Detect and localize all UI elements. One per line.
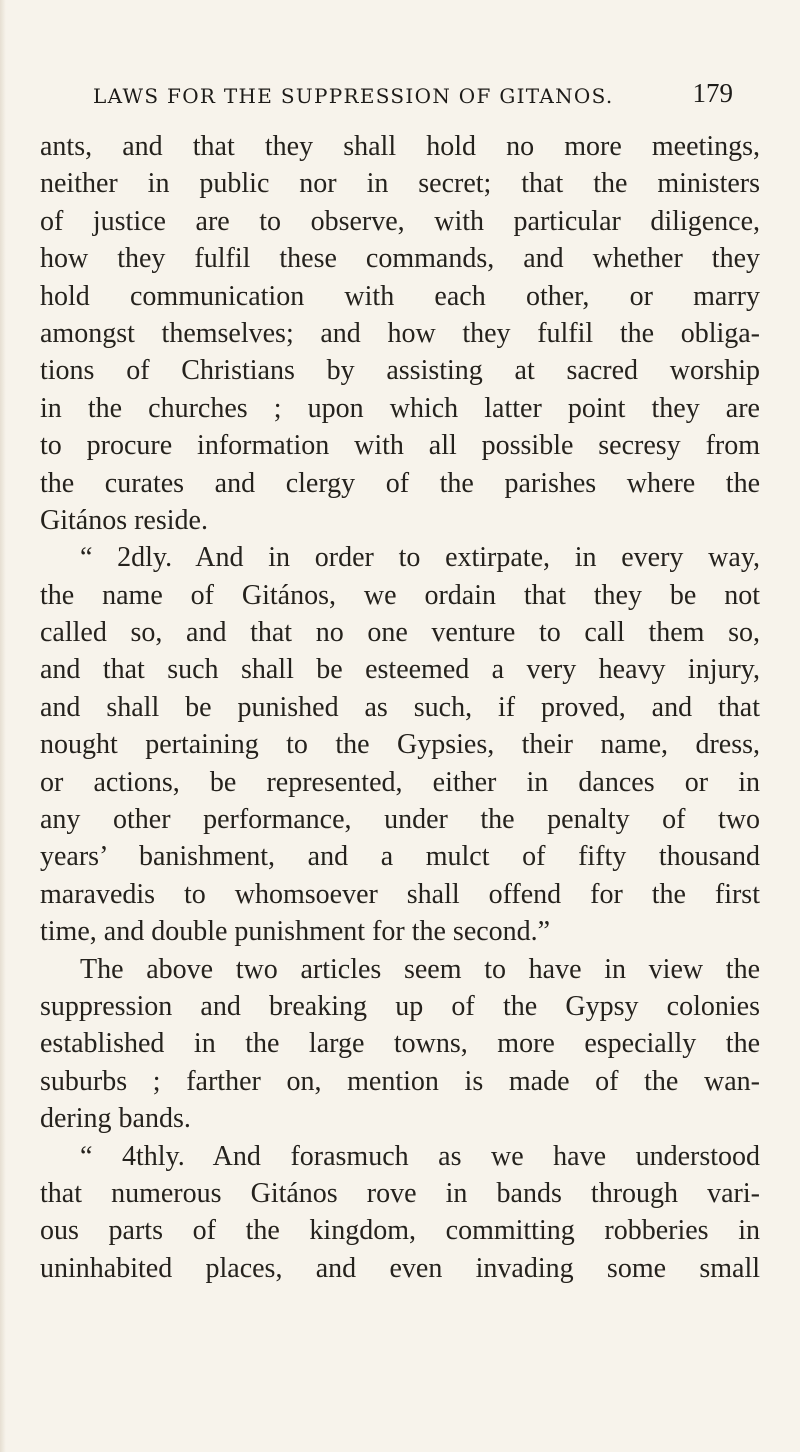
text-line: to procure information with all possible secresy from	[40, 430, 760, 462]
text-line: ants, and that they shall hold no more meetings,	[40, 131, 760, 162]
text-line: neither in public nor in secret; that the ministers	[40, 168, 760, 200]
text-line: and shall be punished as such, if proved, and that	[40, 691, 760, 723]
text-line: time, and double punishment for the second.”	[40, 916, 551, 948]
page-header	[93, 78, 733, 114]
text-line: how they fulfil these commands, and whether they	[40, 243, 760, 275]
text-line: that numerous Gitános rove in bands through vari-	[40, 1177, 760, 1209]
text-line: called so, and that no one venture to call them so,	[40, 617, 760, 649]
text-line: suburbs ; farther on, mention is made of the wan-	[40, 1065, 760, 1097]
text-line: ous parts of the kingdom, committing robberies in	[40, 1215, 760, 1247]
page-number: 179	[692, 78, 733, 108]
text-line: or actions, be represented, either in dances or in	[40, 766, 760, 798]
text-line: “ 4thly. And forasmuch as we have understood	[80, 1140, 760, 1172]
text-line: nought pertaining to the Gypsies, their name, dress,	[40, 729, 760, 761]
text-line: Gitános reside.	[40, 504, 208, 536]
text-line: dering bands.	[40, 1103, 191, 1135]
body-text	[40, 128, 760, 1287]
text-line: suppression and breaking up of the Gypsy colonies	[40, 990, 760, 1022]
text-line: of justice are to observe, with particular diligence,	[40, 205, 760, 237]
text-line: years’ banishment, and a mulct of fifty thousand	[40, 841, 760, 873]
text-line: the curates and clergy of the parishes where the	[40, 467, 760, 499]
text-line: hold communication with each other, or marry	[40, 280, 760, 312]
text-line: “ 2dly. And in order to extirpate, in every way,	[80, 542, 760, 574]
text-line: in the churches ; upon which latter point they are	[40, 392, 760, 424]
text-line: the name of Gitános, we ordain that they be not	[40, 579, 760, 611]
text-line: uninhabited places, and even invading some small	[40, 1252, 760, 1284]
text-line: The above two articles seem to have in view the	[80, 953, 760, 985]
text-line: tions of Christians by assisting at sacred worship	[40, 355, 760, 387]
running-head: LAWS FOR THE SUPPRESSION OF GITANOS.	[93, 84, 614, 108]
text-line: established in the large towns, more especially the	[40, 1028, 760, 1060]
page-edge-shadow	[0, 0, 6, 1452]
text-line: any other performance, under the penalty of two	[40, 804, 760, 836]
text-line: amongst themselves; and how they fulfil the obliga-	[40, 317, 760, 349]
text-line: and that such shall be esteemed a very heavy injury,	[40, 654, 760, 686]
text-line: maravedis to whomsoever shall offend for the first	[40, 878, 760, 910]
